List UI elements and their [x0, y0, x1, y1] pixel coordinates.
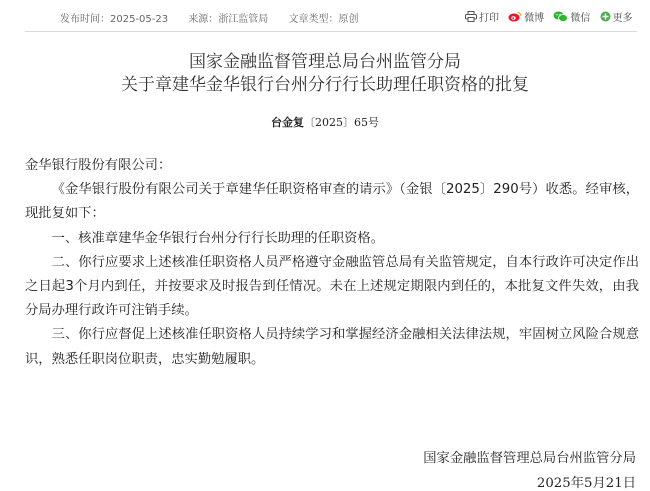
- printer-icon: [465, 11, 477, 22]
- weibo-label: 微博: [524, 13, 545, 24]
- body-paragraph: 一、核准章建华金华银行台州分行行长助理的任职资格。: [51, 230, 385, 246]
- page-title-line-1: 国家金融监督管理总局台州监管分局: [189, 52, 461, 72]
- type-info: 文章类型：原创: [288, 14, 359, 25]
- weibo-share-button[interactable]: [508, 9, 544, 24]
- article-meta: [60, 10, 376, 25]
- source-name: 浙江监管局: [218, 14, 269, 25]
- publish-info: 发布时间：2025-05-23: [60, 14, 169, 25]
- more-share-button[interactable]: [600, 9, 633, 24]
- meta-bar: [0, 0, 650, 32]
- plus-circle-icon: [600, 11, 611, 22]
- more-label: 更多: [612, 13, 633, 24]
- body-paragraph: 《金华银行股份有限公司关于章建华任职资格审查的请示》（金银〔2025〕290号）收悉。经审核，现批复如下：: [25, 182, 639, 222]
- body-paragraph: 二、你行应要求上述核准任职资格人员严格遵守金融监管总局有关监管规定，自本行政许可决定作出之日起3个月内到任，并按要求及时报告到任情况。未在上述规定期限内到任的，本批复文件失效，由我分局办理行政许可注销手续。: [25, 254, 639, 319]
- print-label: 打印: [479, 13, 499, 24]
- document-body: [25, 154, 639, 372]
- print-button[interactable]: [465, 9, 499, 24]
- publish-date: 2025-05-23: [110, 14, 169, 25]
- signature-organization: 国家金融监督管理总局台州监管分局: [423, 451, 636, 466]
- document-number: [0, 114, 650, 130]
- share-toolbar: [465, 9, 639, 25]
- document-number-prefix: 台金复: [271, 116, 304, 129]
- page-title-line-2: 关于章建华金华银行台州分行行长助理任职资格的批复: [121, 75, 529, 95]
- body-paragraph: 三、你行应督促上述核准任职资格人员持续学习和掌握经济金融相关法律法规，牢固树立风险合规意识，熟悉任职岗位职责，忠实勤勉履职。: [25, 327, 639, 367]
- weibo-icon: [508, 11, 522, 22]
- header-divider: [25, 31, 637, 32]
- salutation: 金华银行股份有限公司：: [25, 158, 172, 173]
- wechat-share-button[interactable]: [553, 9, 590, 24]
- document-number-value: 〔2025〕65号: [304, 116, 379, 129]
- signature-date: 2025年5月21日: [536, 476, 636, 491]
- article-type: 原创: [338, 14, 359, 25]
- wechat-label: 微信: [570, 13, 591, 24]
- source-info: 来源：浙江监管局: [188, 14, 269, 25]
- wechat-icon: [553, 11, 568, 22]
